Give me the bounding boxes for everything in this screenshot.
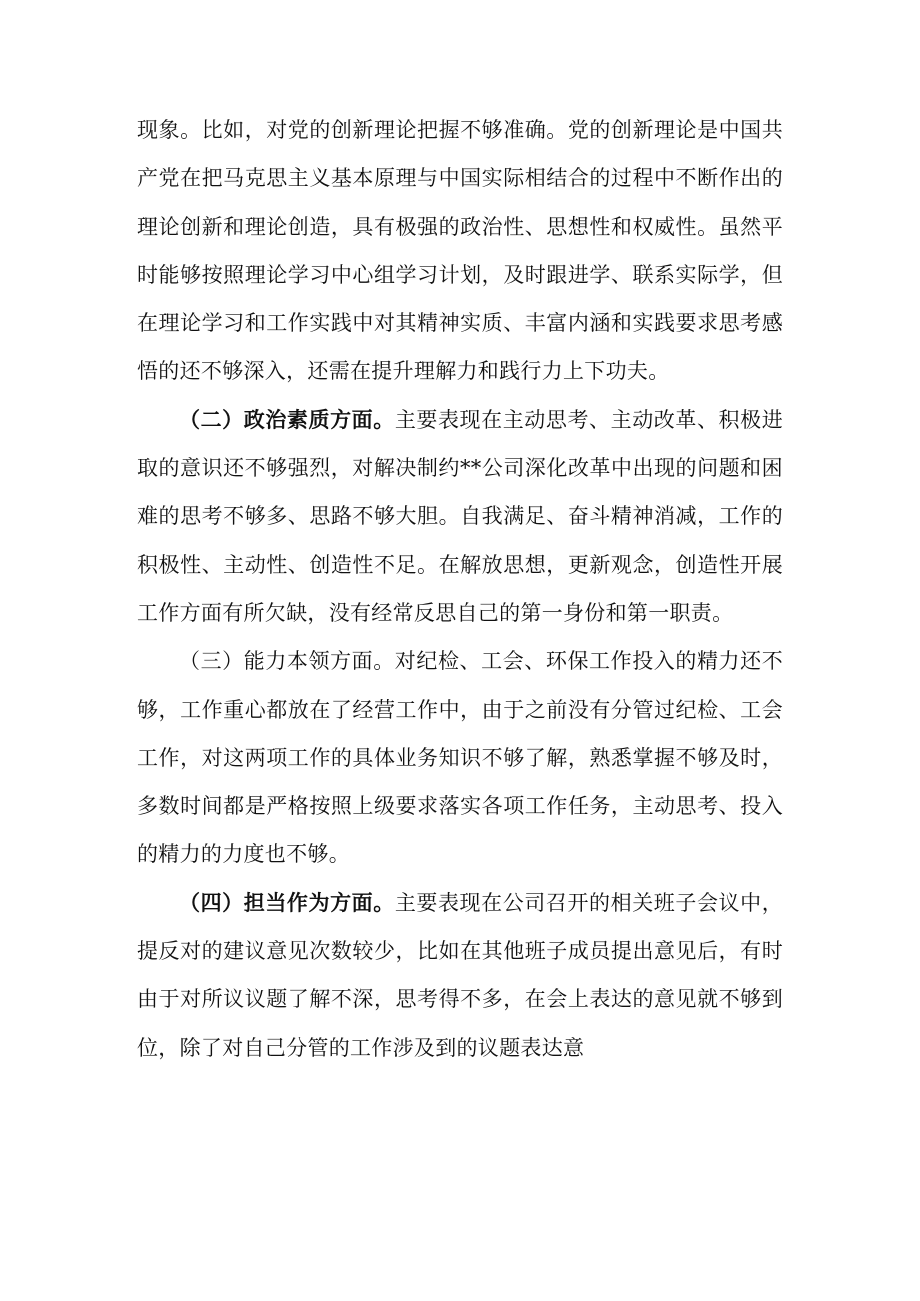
paragraph-text: 主要表现在主动思考、主动改革、积极进取的意识还不够强烈，对解决制约**公司深化改革中出现的问题和困难的思考不够多、思路不够大胆。自我满足、奋斗精神消减，工作的积极性、主动性、创造性不足。在解放思想，更新观念，创造性开展工作方面有所欠缺，没有经常反思自己的第一身份和第一职责。 — [137, 407, 783, 625]
paragraph-continuation — [137, 106, 783, 396]
paragraph-responsibility — [137, 879, 783, 1072]
paragraph-political-quality — [137, 396, 783, 637]
paragraph-heading: （二）政治素质方面。 — [179, 407, 395, 432]
paragraph-ability — [137, 637, 783, 878]
paragraph-text: （三）能力本领方面。对纪检、工会、环保工作投入的精力还不够，工作重心都放在了经营工作中，由于之前没有分管过纪检、工会工作，对这两项工作的具体业务知识不够了解，熟悉掌握不够及时，多数时间都是严格按照上级要求落实各项工作任务，主动思考、投入的精力的力度也不够。 — [137, 649, 783, 867]
paragraph-text: 现象。比如，对党的创新理论把握不够准确。党的创新理论是中国共产党在把马克思主义基本原理与中国实际相结合的过程中不断作出的理论创新和理论创造，具有极强的政治性、思想性和权威性。虽然平时能够按照理论学习中心组学习计划，及时跟进学、联系实际学，但在理论学习和工作实践中对其精神实质、丰富内涵和实践要求思考感悟的还不够深入，还需在提升理解力和践行力上下功夫。 — [137, 118, 783, 384]
document-body — [137, 106, 783, 1072]
paragraph-heading: （四）担当作为方面。 — [179, 890, 395, 915]
paragraph-text: 主要表现在公司召开的相关班子会议中，提反对的建议意见次数较少，比如在其他班子成员提出意见后，有时由于对所议议题了解不深，思考得不多，在会上表达的意见就不够到位，除了对自己分管的工作涉及到的议题表达意 — [137, 890, 783, 1060]
